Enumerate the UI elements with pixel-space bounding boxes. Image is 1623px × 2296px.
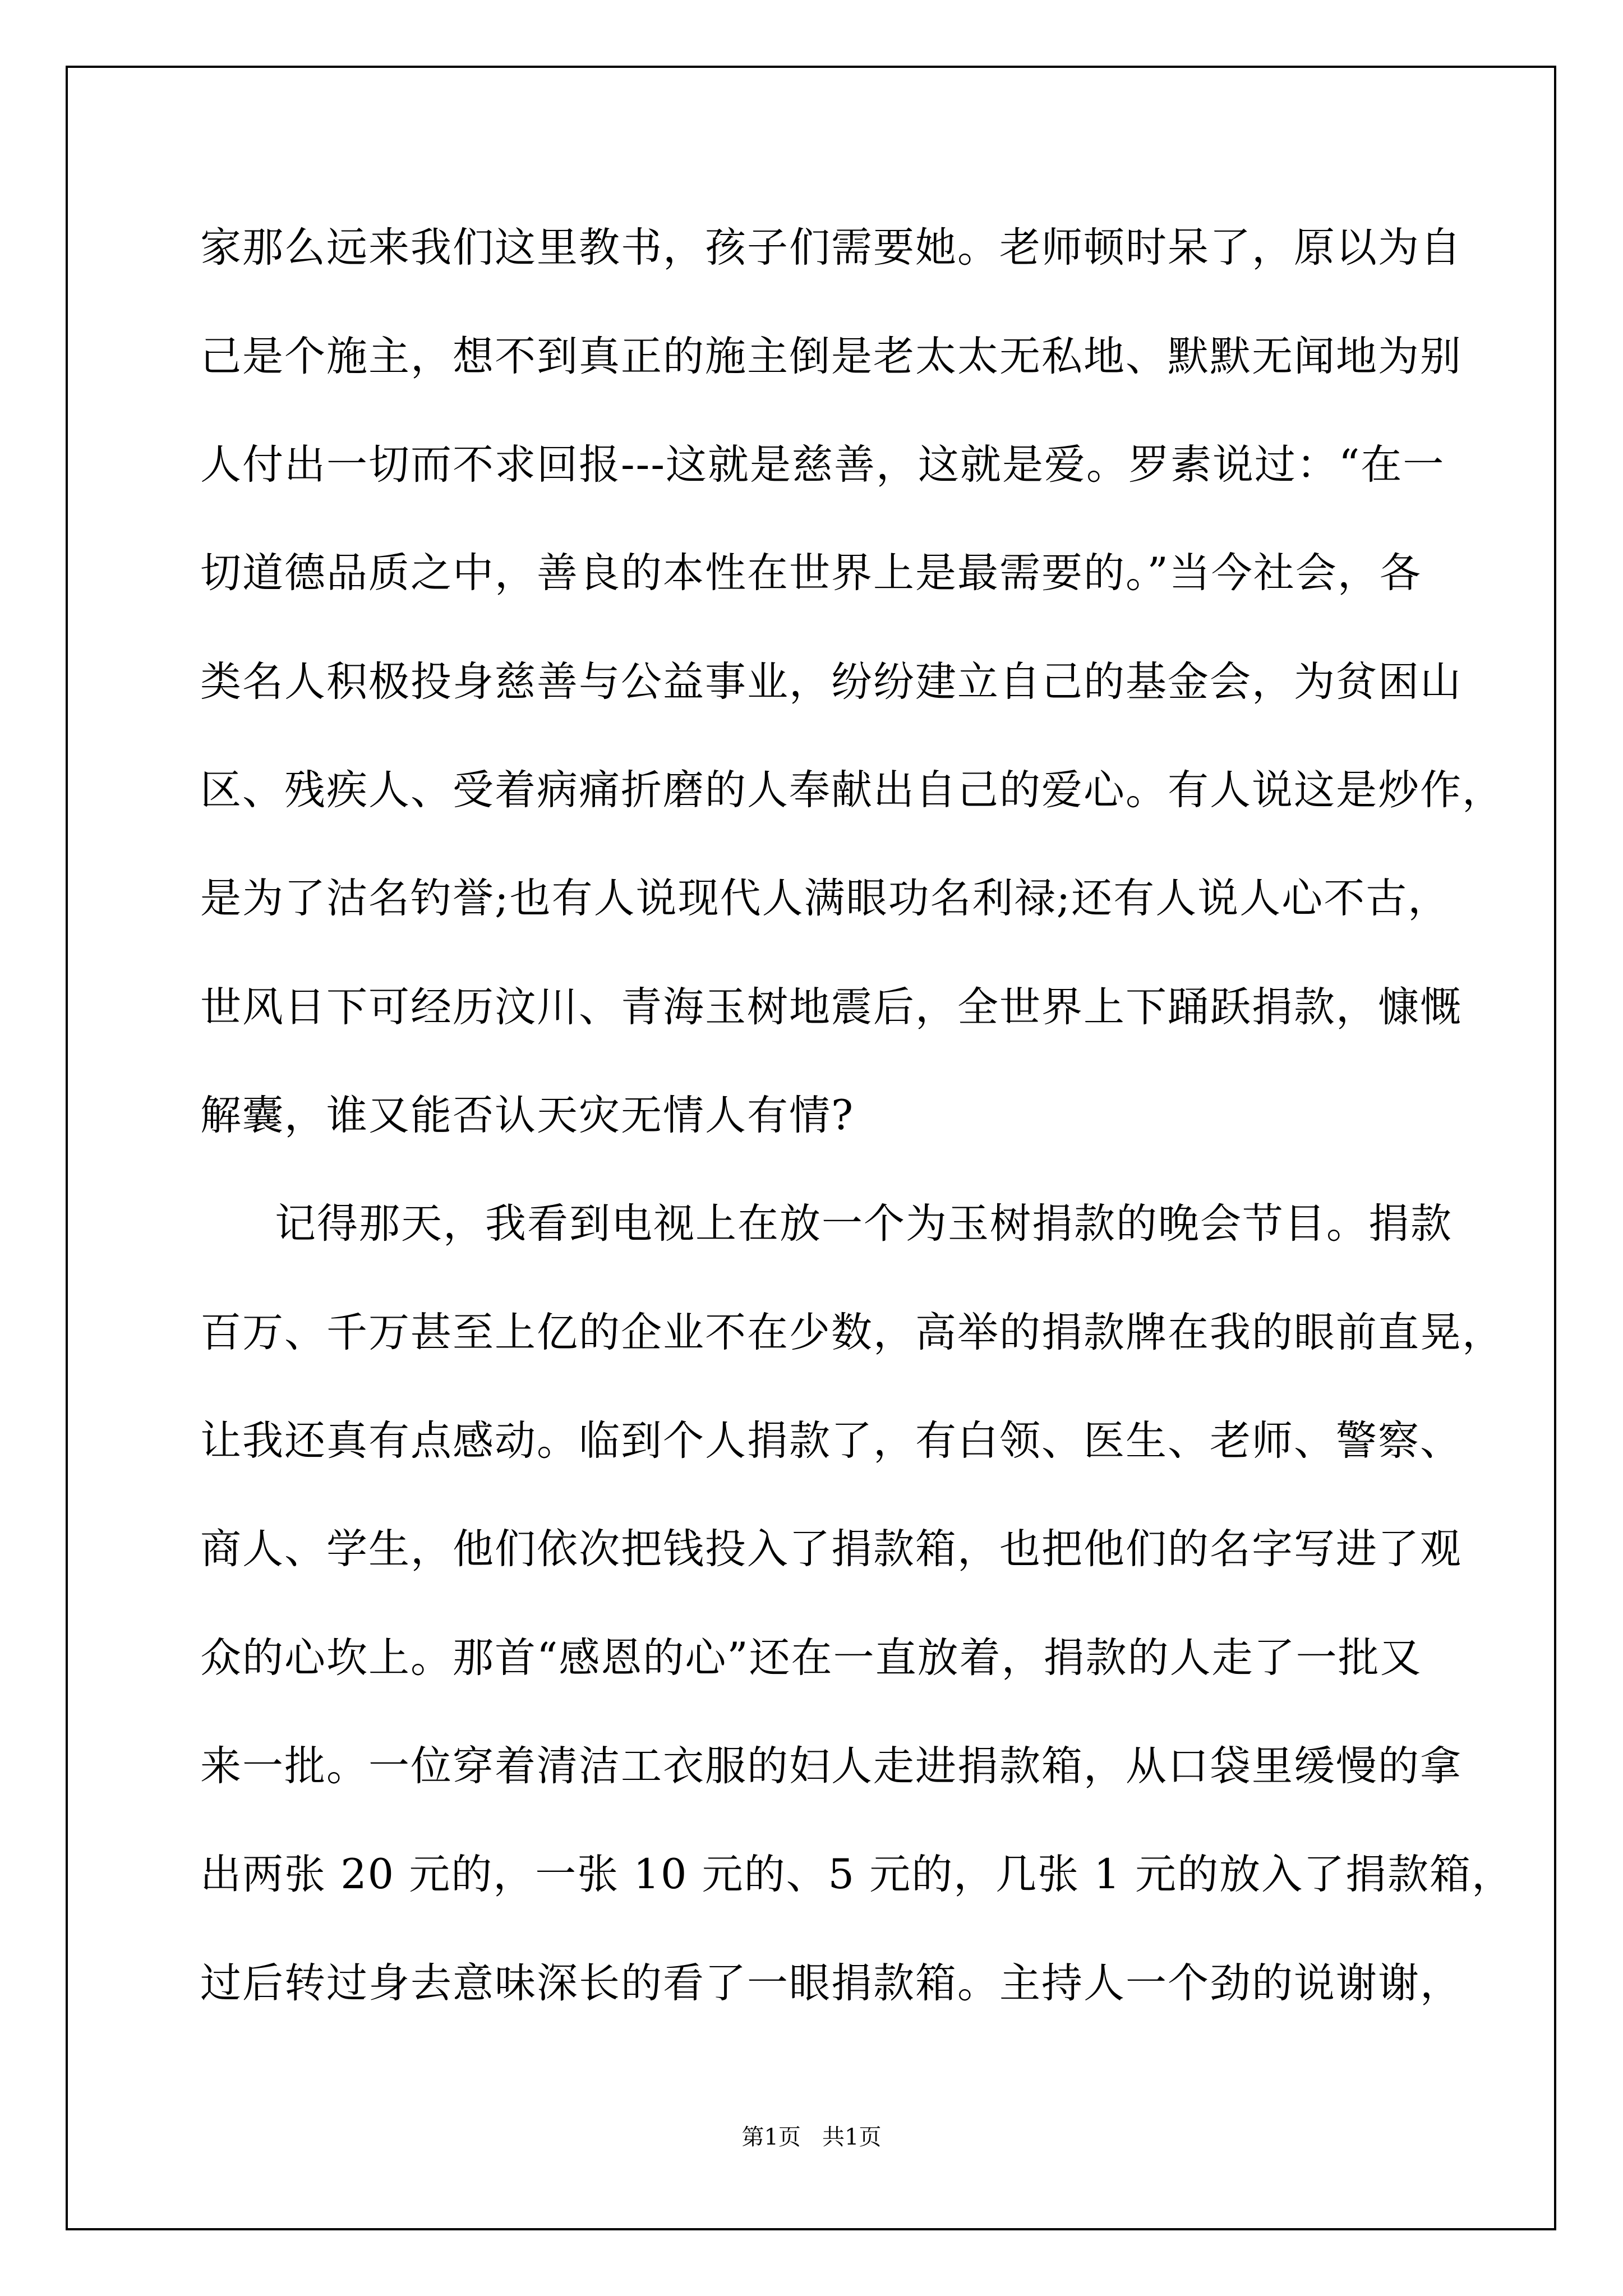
text-line: 解囊，谁又能否认天灾无情人有情? xyxy=(200,1092,855,1139)
text-line: 己是个施主，想不到真正的施主倒是老太太无私地、默默无闻地为别 xyxy=(200,333,1462,380)
text-line: 商人、学生，他们依次把钱投入了捐款箱，也把他们的名字写进了观 xyxy=(200,1525,1462,1573)
text-line: 是为了沽名钓誉;也有人说现代人满眼功名利禄;还有人说人心不古， xyxy=(200,875,1450,922)
page-number-footer: 第1页 共1页 xyxy=(741,2124,882,2150)
text-line: 过后转过身去意味深长的看了一眼捐款箱。主持人一个劲的说谢谢， xyxy=(200,1959,1462,2007)
text-line: 区、残疾人、受着病痛折磨的人奉献出自己的爱心。有人说这是炒作， xyxy=(200,766,1504,814)
text-line: 众的心坎上。那首“感恩的心”还在一直放着，捐款的人走了一批又 xyxy=(200,1634,1422,1682)
text-line: 让我还真有点感动。临到个人捐款了，有白领、医生、老师、警察、 xyxy=(200,1417,1462,1465)
text-line: 世风日下可经历汶川、青海玉树地震后，全世界上下踊跃捐款，慷慨 xyxy=(200,983,1462,1031)
text-line: 家那么远来我们这里教书，孩子们需要她。老师顿时呆了，原以为自 xyxy=(200,224,1462,272)
text-line: 来一批。一位穿着清洁工衣服的妇人走进捐款箱，从口袋里缓慢的拿 xyxy=(200,1742,1462,1790)
text-line: 记得那天，我看到电视上在放一个为玉树捐款的晚会节目。捐款 xyxy=(275,1200,1453,1248)
text-line: 类名人积极投身慈善与公益事业，纷纷建立自己的基金会，为贫困山 xyxy=(200,658,1462,706)
text-line: 百万、千万甚至上亿的企业不在少数，高举的捐款牌在我的眼前直晃， xyxy=(200,1309,1504,1356)
text-line: 人付出一切而不求回报---这就是慈善，这就是爱。罗素说过：“在一 xyxy=(200,441,1445,489)
text-line: 出两张 20 元的，一张 10 元的、5 元的，几张 1 元的放入了捐款箱， xyxy=(200,1851,1514,1898)
text-line: 切道德品质之中，善良的本性在世界上是最需要的。”当今社会，各 xyxy=(200,549,1422,597)
